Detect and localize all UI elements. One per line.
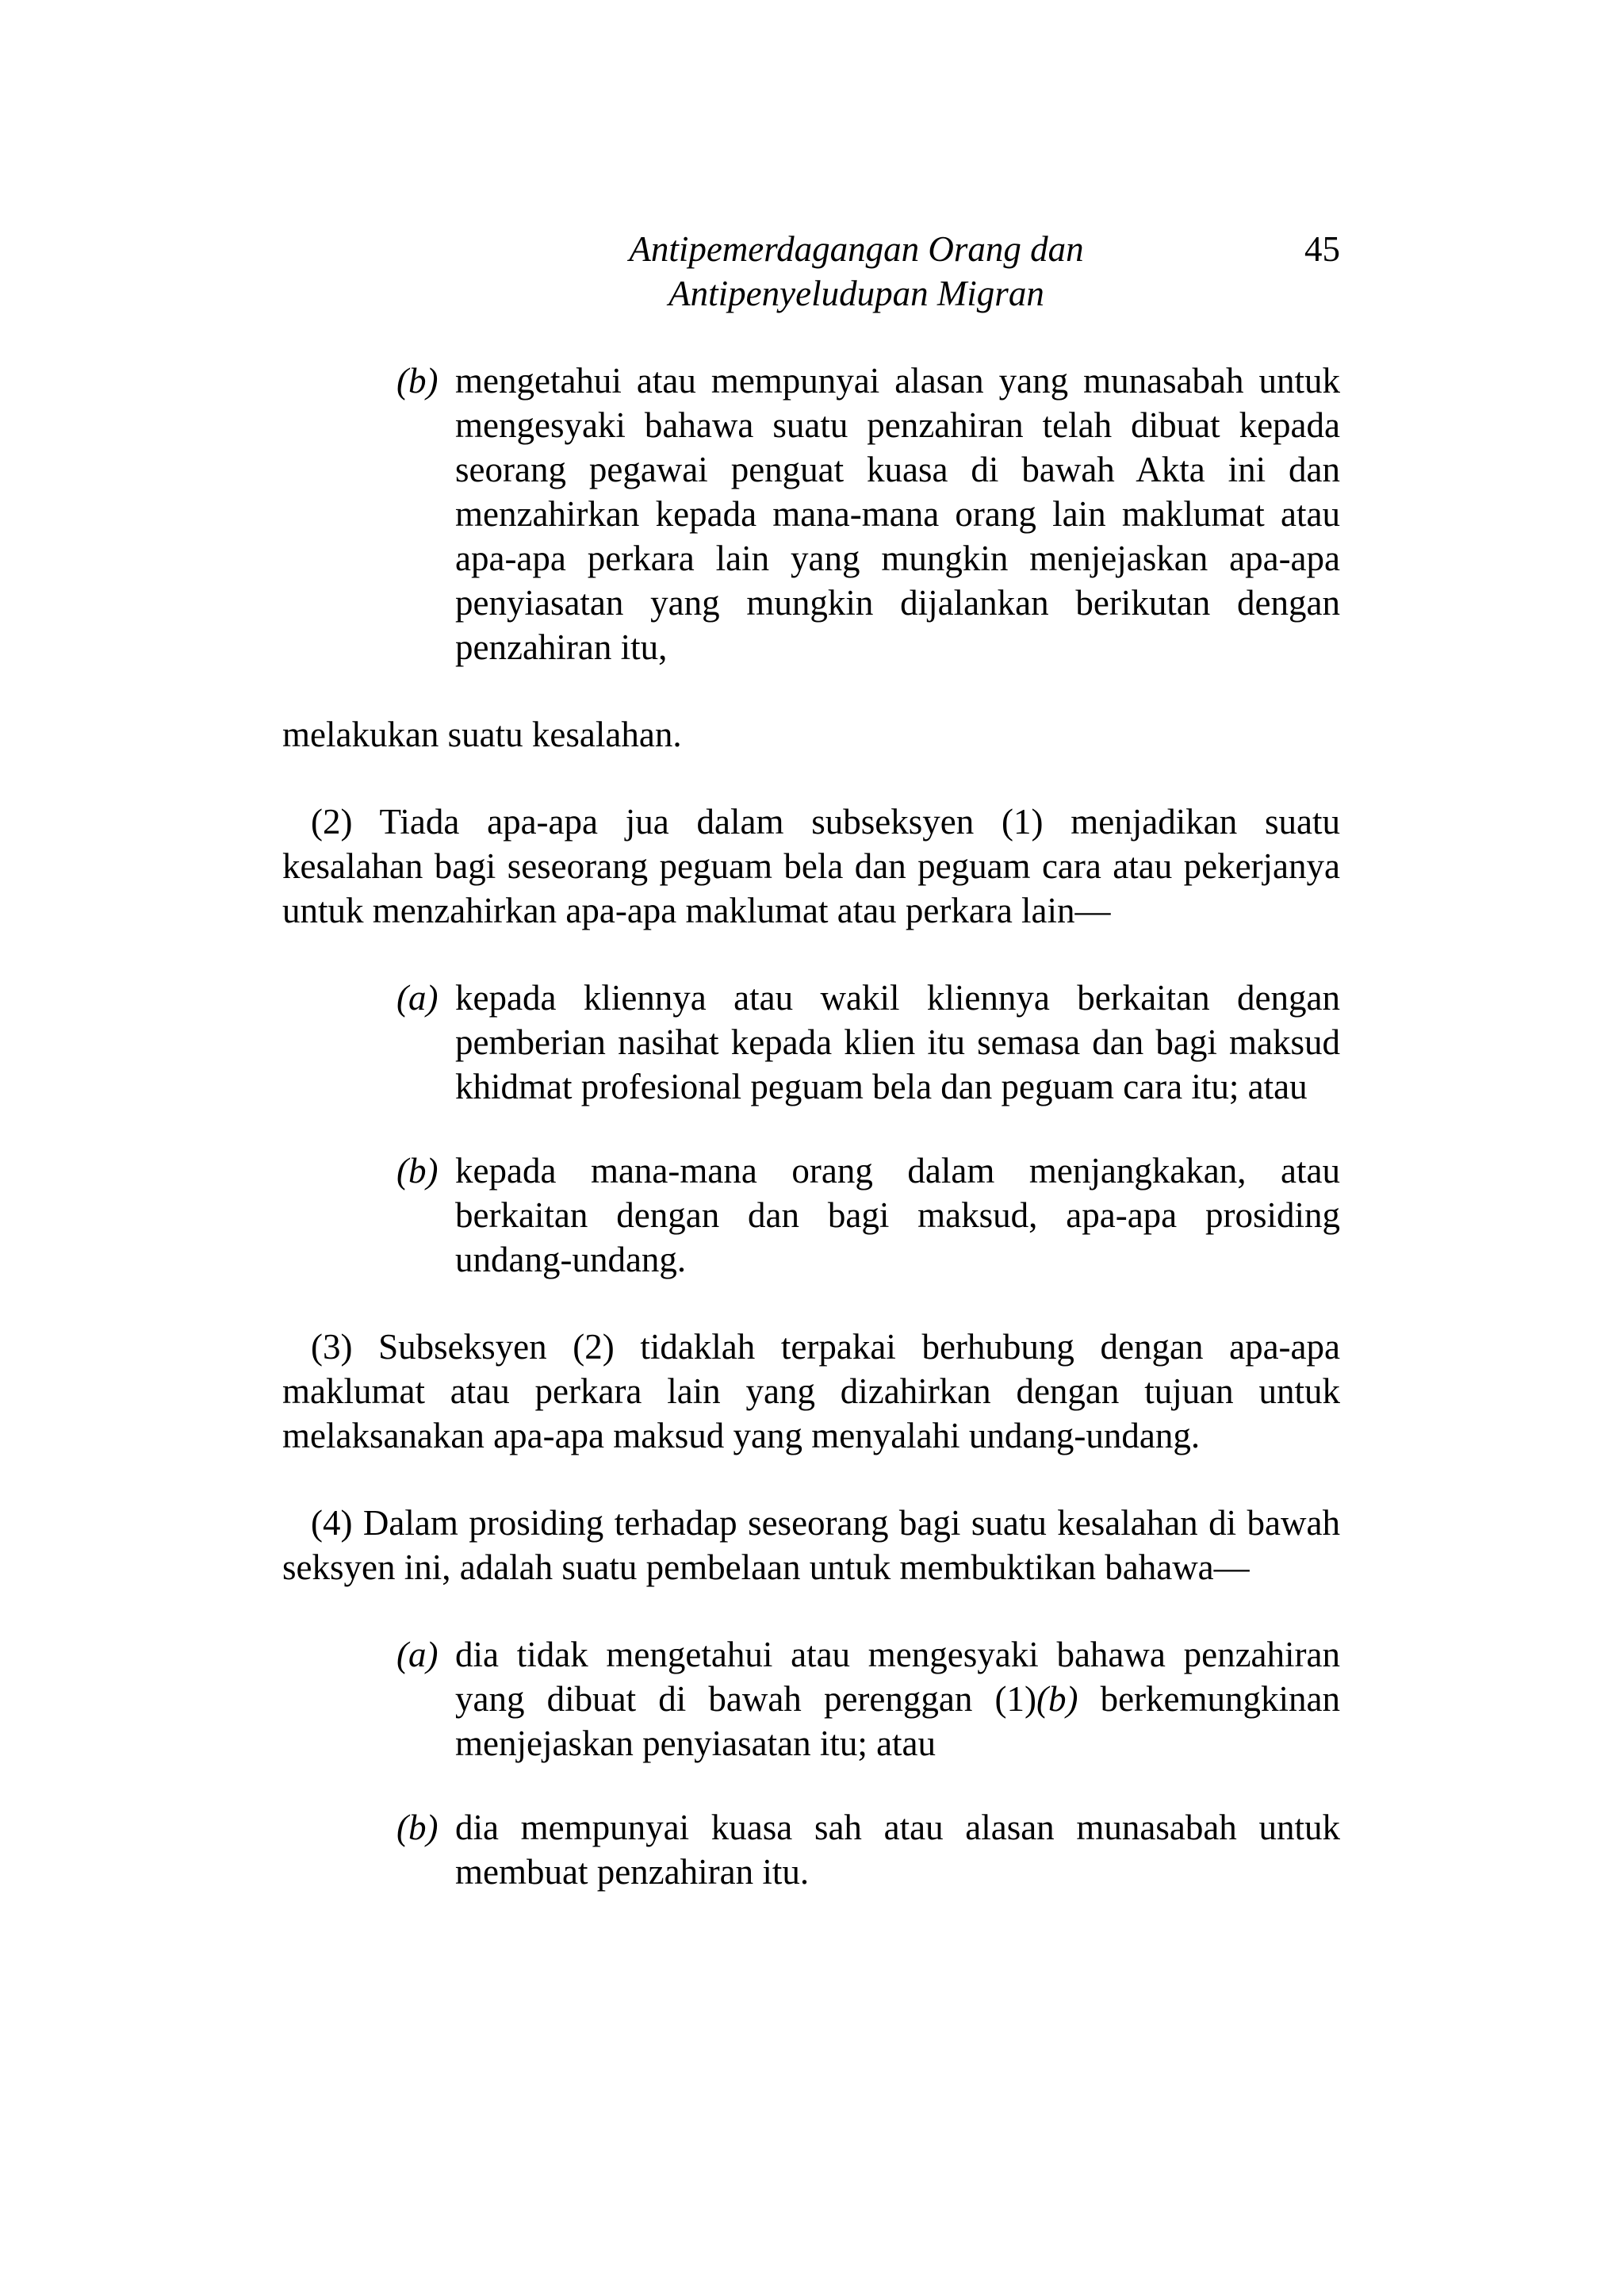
closing-line: melakukan suatu kesalahan.: [282, 715, 682, 754]
item-label: (a): [396, 978, 439, 1018]
page-number: 45: [1304, 229, 1340, 269]
item-text: [455, 1635, 1340, 1763]
item-text: kepada kliennya atau wakil kliennya berkaitan dengan pemberian nasihat kepada klien itu semasa dan bagi maksud khidmat profesional peguam bela dan peguam cara itu; atau: [455, 978, 1340, 1106]
item-label: (b): [396, 1808, 439, 1847]
item-text: mengetahui atau mempunyai alasan yang munasabah untuk mengesyaki bahawa suatu penzahiran telah dibuat kepada seorang pegawai penguat kuasa di bawah Akta ini dan menzahirkan kepada mana-mana orang lain maklumat atau apa-apa perkara lain yang mungkin menjejaskan apa-apa penyiasatan yang mungkin dijalankan berikutan dengan penzahiran itu,: [455, 361, 1340, 667]
item-label: (b): [396, 1151, 439, 1191]
subsection-3: (3) Subseksyen (2) tidaklah terpakai berhubung dengan apa-apa maklumat atau perkara lain yang dizahirkan dengan tujuan untuk melaksanakan apa-apa maksud yang menyalahi undang-undang.: [282, 1327, 1340, 1455]
item-text: kepada mana-mana orang dalam menjangkakan, atau berkaitan dengan dan bagi maksud, apa-apa prosiding undang-undang.: [455, 1151, 1340, 1279]
running-title-line-2: Antipenyeludupan Migran: [668, 274, 1044, 313]
paragraph-2a: [396, 976, 1340, 1109]
document-body: [282, 359, 1340, 1894]
paragraph-2b: [396, 1148, 1340, 1282]
paragraph-4a: [396, 1632, 1340, 1766]
subsection-2: (2) Tiada apa-apa jua dalam subseksyen (1) menjadikan suatu kesalahan bagi seseorang peguam bela dan peguam cara atau pekerjanya untuk menzahirkan apa-apa maklumat atau perkara lain—: [282, 802, 1340, 930]
running-title-line-1: Antipemerdagangan Orang dan: [629, 229, 1084, 269]
subsection-4: (4) Dalam prosiding terhadap seseorang bagi suatu kesalahan di bawah seksyen ini, adalah suatu pembelaan untuk membuktikan bahawa—: [282, 1503, 1340, 1587]
paragraph-4b: [396, 1805, 1340, 1894]
item-label: (b): [396, 361, 439, 401]
paragraph-1b: [396, 359, 1340, 669]
item-text: dia mempunyai kuasa sah atau alasan munasabah untuk membuat penzahiran itu.: [455, 1808, 1340, 1892]
item-label: (a): [396, 1635, 439, 1674]
item-text-italic-ref: (b): [1036, 1679, 1078, 1719]
running-title: [468, 227, 1245, 316]
item-text-part-2: berkemungkinan menjejaskan penyiasatan itu; atau: [455, 1679, 1340, 1763]
item-text-part-1: dia tidak mengetahui atau mengesyaki bahawa penzahiran yang dibuat di bawah perenggan (1): [455, 1635, 1340, 1719]
